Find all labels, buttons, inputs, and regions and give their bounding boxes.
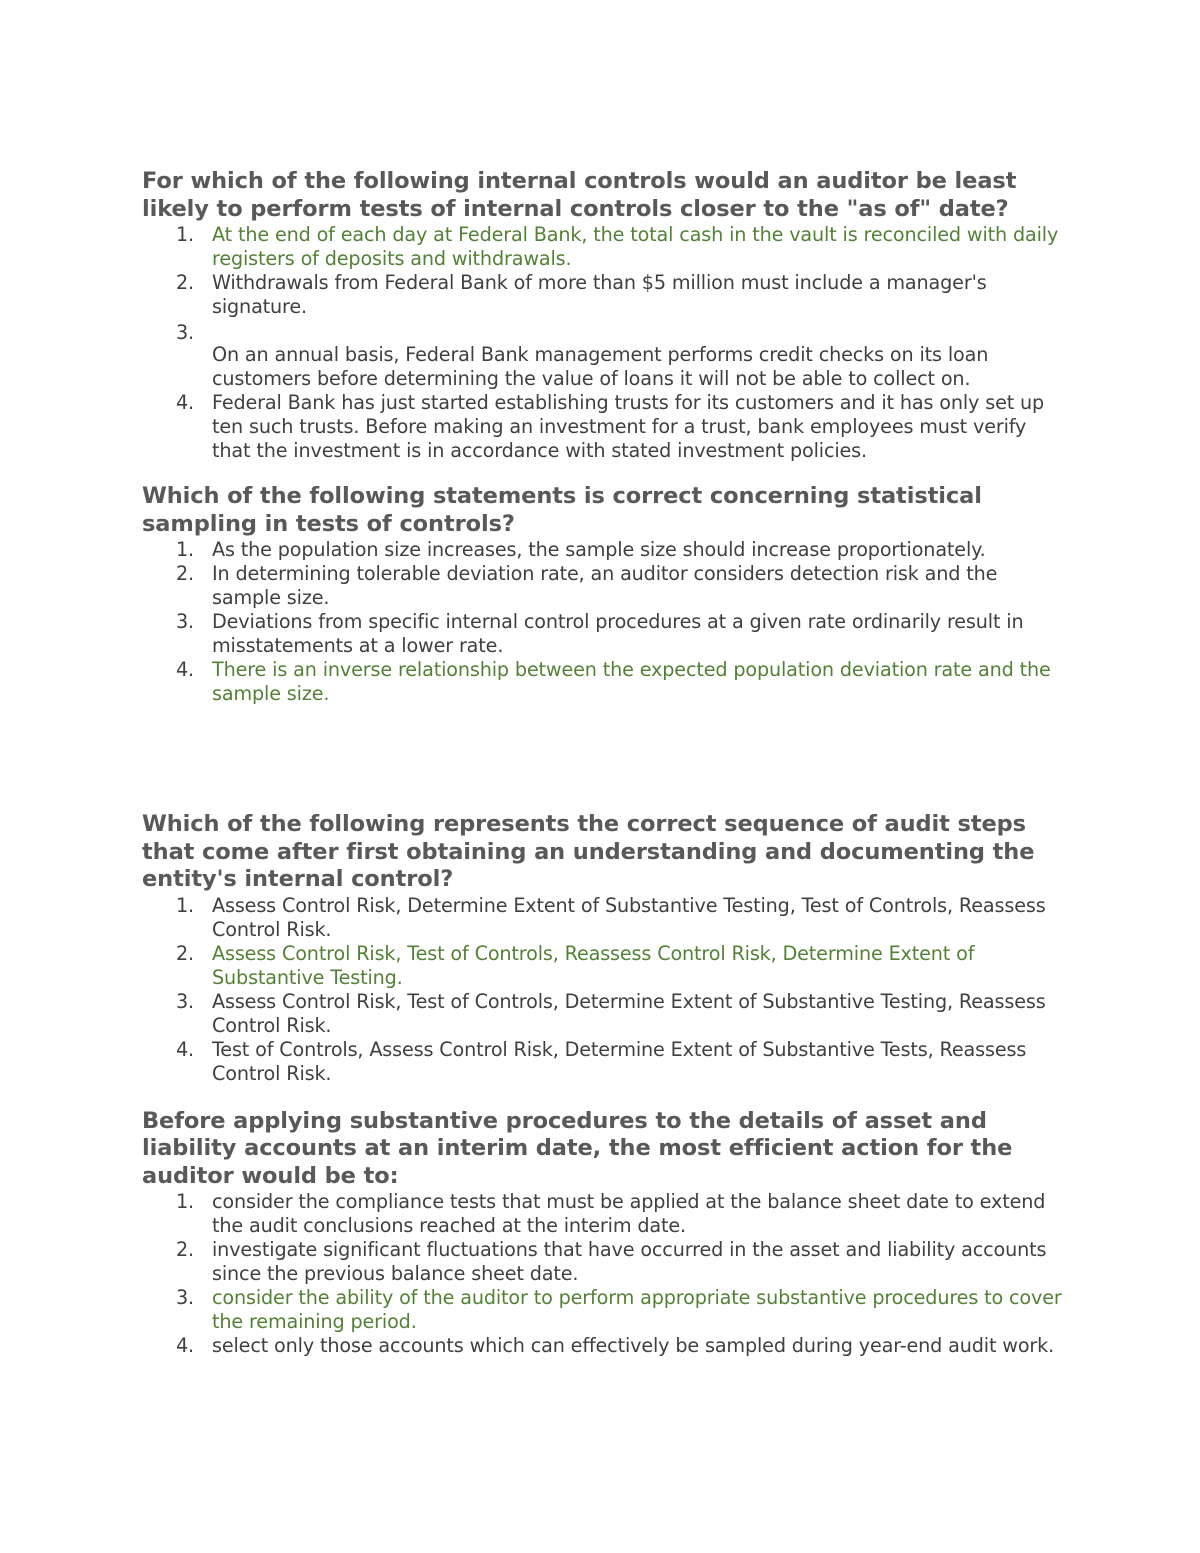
option-number: 2. [176, 1238, 195, 1261]
option-text: Assess Control Risk, Test of Controls, Determine Extent of Substantive Testing, Reassess Control Risk. [212, 989, 1046, 1037]
option-number: 1. [176, 223, 195, 246]
answer-option [142, 1038, 1062, 1086]
question-block-1 [142, 168, 1062, 463]
option-text: Deviations from specific internal control procedures at a given rate ordinarily result in misstatements at a lower rate. [212, 610, 1024, 657]
question-heading: Before applying substantive procedures to the details of asset and liability accounts at an interim date, the most efficient action for the auditor would be to: [142, 1107, 1013, 1189]
option-text: At the end of each day at Federal Bank, the total cash in the vault is reconciled with daily registers of deposits and withdrawals. [212, 223, 1059, 270]
option-number: 4. [176, 391, 195, 414]
answer-option [142, 562, 1062, 610]
option-number: 3. [176, 1286, 195, 1309]
option-number: 4. [176, 658, 195, 681]
option-text: consider the ability of the auditor to perform appropriate substantive procedures to cover the remaining period. [212, 1286, 1062, 1333]
answer-option-correct [142, 223, 1062, 271]
answer-option-correct [142, 658, 1062, 706]
answer-list [142, 1190, 1062, 1358]
question-heading: Which of the following represents the correct sequence of audit steps that come after first obtaining an understanding and documenting the entity's internal control? [142, 811, 1035, 892]
option-number: 4. [176, 1037, 195, 1061]
question-block-2 [142, 483, 1062, 706]
option-text: Withdrawals from Federal Bank of more than $5 million must include a manager's signature. [212, 271, 987, 318]
option-text: Assess Control Risk, Test of Controls, Reassess Control Risk, Determine Extent of Substantive Testing. [212, 941, 975, 989]
question-block-3 [142, 811, 1062, 1086]
option-number: 3. [176, 610, 195, 633]
option-number: 1. [176, 538, 195, 561]
answer-list [142, 894, 1062, 1086]
option-text: On an annual basis, Federal Bank management performs credit checks on its loan customers before determining the value of loans it will not be able to collect on. [212, 343, 989, 390]
answer-option [142, 990, 1062, 1038]
option-number: 3. [176, 321, 195, 344]
option-number: 3. [176, 989, 195, 1013]
option-text: consider the compliance tests that must be applied at the balance sheet date to extend the audit conclusions reached at the interim date. [212, 1190, 1046, 1237]
answer-option [142, 1190, 1062, 1238]
question-heading: Which of the following statements is correct concerning statistical sampling in tests of controls? [142, 483, 982, 537]
option-number: 4. [176, 1334, 195, 1357]
answer-option [142, 538, 1062, 562]
answer-option [142, 1334, 1062, 1358]
option-text: In determining tolerable deviation rate, an auditor considers detection risk and the sample size. [212, 562, 998, 609]
option-number: 1. [176, 1190, 195, 1213]
option-number: 2. [176, 271, 195, 294]
option-text: As the population size increases, the sample size should increase proportionately. [212, 538, 986, 561]
answer-list [142, 223, 1062, 463]
question-heading: For which of the following internal controls would an auditor be least likely to perform tests of internal controls closer to the "as of" date? [142, 168, 1017, 222]
option-number: 2. [176, 941, 195, 965]
option-text: Federal Bank has just started establishing trusts for its customers and it has only set up ten such trusts. Before making an investment for a trust, bank employees must verify that the investment is in accordance with stated investment policies. [212, 391, 1045, 462]
option-text: Test of Controls, Assess Control Risk, Determine Extent of Substantive Tests, Reassess Control Risk. [212, 1037, 1027, 1085]
answer-option [142, 391, 1062, 463]
answer-option [142, 894, 1062, 942]
option-text: There is an inverse relationship between the expected population deviation rate and the sample size. [212, 658, 1051, 705]
answer-option [142, 1238, 1062, 1286]
option-text: select only those accounts which can effectively be sampled during year-end audit work. [212, 1334, 1055, 1357]
answer-option [142, 610, 1062, 658]
answer-option [142, 321, 1062, 391]
option-number: 1. [176, 893, 195, 917]
answer-option-correct [142, 942, 1062, 990]
document-page [142, 168, 1062, 1358]
answer-list [142, 538, 1062, 706]
question-block-4 [142, 1108, 1062, 1359]
answer-option-correct [142, 1286, 1062, 1334]
option-number: 2. [176, 562, 195, 585]
option-text: investigate significant fluctuations that have occurred in the asset and liability accounts since the previous balance sheet date. [212, 1238, 1047, 1285]
answer-option [142, 271, 1062, 319]
option-text: Assess Control Risk, Determine Extent of Substantive Testing, Test of Controls, Reassess Control Risk. [212, 893, 1046, 941]
